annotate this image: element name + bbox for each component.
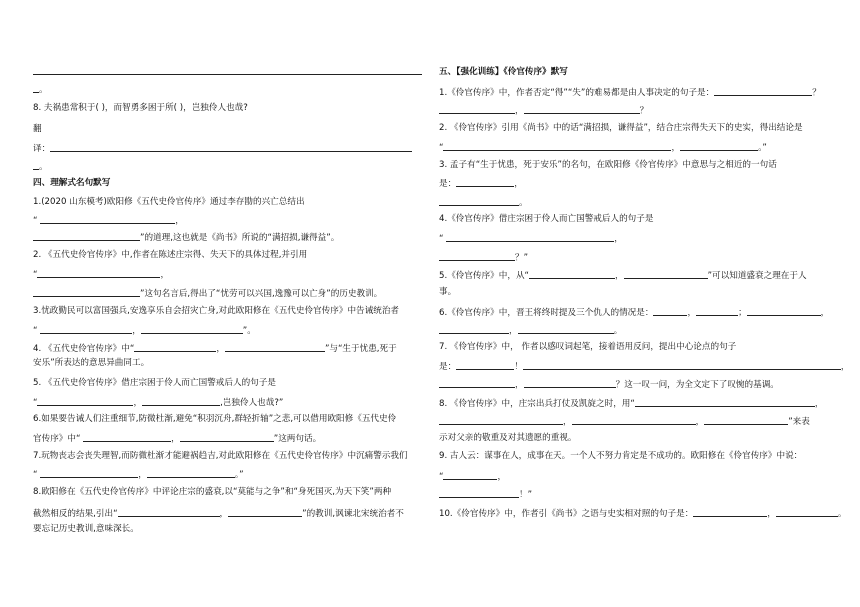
- answer-blank[interactable]: [141, 324, 243, 334]
- item-3-a: 3.忧政勤民可以富国强兵,安逸享乐自会招灾亡身,对此欧阳修在《五代史伶官传序》中告诫统治者: [33, 306, 400, 316]
- answer-blank[interactable]: [118, 507, 220, 517]
- answer-blank[interactable]: [134, 342, 216, 352]
- answer-line[interactable]: [33, 74, 422, 75]
- answer-blank[interactable]: [142, 396, 220, 406]
- r-item-5-b: 事。: [439, 287, 457, 297]
- answer-blank[interactable]: [439, 324, 509, 334]
- item-1-a: 1.(2020 山东模考)欧阳修《五代史伶官传序》通过李存勖的兴亡总结出: [33, 197, 305, 207]
- answer-blank[interactable]: [524, 378, 616, 388]
- answer-blank[interactable]: [653, 306, 687, 316]
- item-1-b: “ ，: [33, 216, 184, 226]
- r-item-8-c: 示对父亲的敬重及对其遗愿的重视。: [439, 433, 577, 443]
- answer-blank[interactable]: [523, 360, 841, 370]
- answer-blank[interactable]: [456, 360, 514, 370]
- answer-blank[interactable]: [518, 324, 614, 334]
- item-8-c: 要忘记历史教训,意味深长。: [33, 524, 139, 534]
- answer-line[interactable]: [50, 142, 412, 152]
- answer-line-tail: 。: [33, 83, 422, 96]
- r-item-9-b: “ ，: [439, 472, 507, 482]
- section-4-title: 四、理解式名句默写: [33, 178, 111, 188]
- r-item-6-a: 6.《伶官传序》中，晋王将终时提及三个仇人的情况是： ， ； ，: [439, 308, 830, 318]
- r-item-7-c: ， ？这一叹一问，为全文定下了叹惋的基调。: [439, 378, 831, 391]
- answer-blank[interactable]: [529, 269, 615, 279]
- item-4-b: 安乐”所表达的意思异曲同工。: [33, 358, 150, 368]
- answer-blank[interactable]: [439, 251, 515, 261]
- r-item-7-a: 7. 《伶官传序》中， 作者以感叹词起笔，接着语用反问，提出中心论点的句子: [439, 342, 737, 352]
- r-item-9-a: 9. 古人云：谋事在人，成事在天。一个人不努力肯定是不成功的。欧阳修在《伶官传序》中说：: [439, 451, 803, 461]
- answer-blank[interactable]: [225, 342, 325, 352]
- item-2-c: ”这句名言后,得出了“忧劳可以兴国,逸豫可以亡身”的历史教训。: [33, 287, 422, 300]
- answer-blank[interactable]: [180, 432, 274, 442]
- item-6-a: 6.如果要告诫人们注重细节,防微杜渐,避免“积羽沉舟,群轻折轴”之悲,可以借用欧阳修《五代史伶: [33, 414, 397, 424]
- answer-blank[interactable]: [228, 507, 302, 517]
- answer-blank[interactable]: [439, 378, 515, 388]
- answer-blank[interactable]: [446, 232, 614, 242]
- answer-blank[interactable]: [439, 415, 563, 425]
- translate-label-2: 译：: [33, 142, 422, 155]
- answer-blank[interactable]: [40, 324, 132, 334]
- answer-blank[interactable]: [572, 415, 696, 425]
- item-8-a: 8.欧阳修在《五代史伶官传序》中评论庄宗的盛衰,以“莫能与之争”和“身死国灭,为天下笑”两种: [33, 487, 392, 497]
- r-item-1-b: ， ？: [439, 104, 831, 117]
- answer-blank[interactable]: [439, 196, 519, 206]
- r-item-6-b: ， 。: [439, 324, 831, 337]
- r-item-4-a: 4.《伶官传序》借庄宗困于伶人而亡国警戒后人的句子是: [439, 214, 654, 224]
- r-item-2-a: 2. 《伶官传序》引用《尚书》中的话“满招损，谦得益”，结合庄宗得失天下的史实，得出结论是: [439, 123, 803, 133]
- translate-tail: 。: [33, 160, 422, 173]
- answer-blank[interactable]: [696, 306, 738, 316]
- r-item-8-a: 8. 《伶官传序》中，庄宗出兵打仗及凯旋之时，用“ ，: [439, 399, 824, 409]
- answer-blank[interactable]: [456, 177, 514, 187]
- answer-blank[interactable]: [443, 470, 497, 480]
- answer-blank[interactable]: [33, 287, 140, 297]
- r-item-3-b: 是： ，: [439, 179, 523, 189]
- answer-blank[interactable]: [776, 507, 838, 517]
- answer-blank[interactable]: [40, 468, 138, 478]
- item-7-a: 7.玩物丧志会丧失理智,而防微杜渐才能避祸趋吉,对此欧阳修在《五代史伶官传序》中沉痛警示我们: [33, 451, 408, 461]
- r-item-3-c: 。: [439, 196, 831, 209]
- answer-blank[interactable]: [439, 104, 515, 114]
- r-item-1-a: 1.《伶官传序》中，作者否定“得”“失”的难易都是由人事决定的句子是： ？: [439, 88, 821, 98]
- item-7-b: “ ， 。”: [33, 470, 244, 480]
- item-1-c: ”的道理,这也就是《尚书》所说的“满招损,谦得益”。: [33, 231, 422, 244]
- answer-blank[interactable]: [37, 396, 133, 406]
- r-item-7-b: 是： ！ ，: [439, 362, 850, 372]
- answer-blank[interactable]: [704, 415, 788, 425]
- answer-blank[interactable]: [33, 231, 140, 241]
- answer-blank[interactable]: [714, 86, 812, 96]
- answer-blank[interactable]: [40, 214, 175, 224]
- r-item-4-c: ？”: [439, 251, 831, 264]
- answer-blank[interactable]: [147, 468, 235, 478]
- item-8-b: 截然相反的结果,引出“ ， ”的教训,讽谏北宋统治者不: [33, 509, 404, 519]
- answer-blank[interactable]: [439, 488, 519, 498]
- answer-blank[interactable]: [680, 141, 758, 151]
- answer-blank[interactable]: [524, 104, 640, 114]
- r-item-5-a: 5.《伶官传序》中，从“ ， ”可以知道盛衰之理在于人: [439, 271, 807, 281]
- section-5-title: 五、【强化训练】《伶官传序》默写: [439, 67, 568, 77]
- answer-blank[interactable]: [443, 141, 671, 151]
- r-item-4-b: “ ，: [439, 234, 623, 244]
- item-3-b: “ ， ”。: [33, 326, 256, 336]
- r-item-3-a: 3. 孟子有“生于忧患，死于安乐”的名句，在欧阳修《伶官传序》中意思与之相近的一句话: [439, 160, 777, 170]
- answer-blank[interactable]: [693, 507, 767, 517]
- translate-label-1: 翻: [33, 124, 42, 134]
- item-4-a: 4. 《五代史伶官传序》中“ ， ”与“生于忧患,死于: [33, 344, 397, 354]
- answer-blank[interactable]: [83, 432, 171, 442]
- item-2-b: “ ，: [33, 270, 170, 280]
- question-8: 8. 夫祸患常积于( )，而智勇多困于所( )，岂独伶人也哉?: [33, 103, 248, 113]
- answer-blank[interactable]: [635, 397, 815, 407]
- item-5-b: “ ， ,岂独伶人也哉?”: [33, 398, 284, 408]
- r-item-9-c: ！”: [439, 488, 831, 501]
- item-6-b: 官传序》中“ ， ”这两句话。: [33, 434, 322, 444]
- item-5-a: 5. 《五代史伶官传序》借庄宗困于伶人而亡国警戒后人的句子是: [33, 378, 276, 388]
- r-item-8-b: ， ， ”来表: [439, 415, 831, 428]
- item-2-a: 2. 《五代史伶官传序》中,作者在陈述庄宗得、失天下的具体过程,并引用: [33, 250, 308, 260]
- r-item-10-a: 10.《伶官传序》中，作者引《尚书》之语与史实相对照的句子是： ， 。: [439, 509, 847, 519]
- answer-blank[interactable]: [37, 268, 160, 278]
- answer-blank[interactable]: [747, 306, 821, 316]
- answer-blank[interactable]: [624, 269, 708, 279]
- r-item-2-b: “ ， 。”: [439, 143, 767, 153]
